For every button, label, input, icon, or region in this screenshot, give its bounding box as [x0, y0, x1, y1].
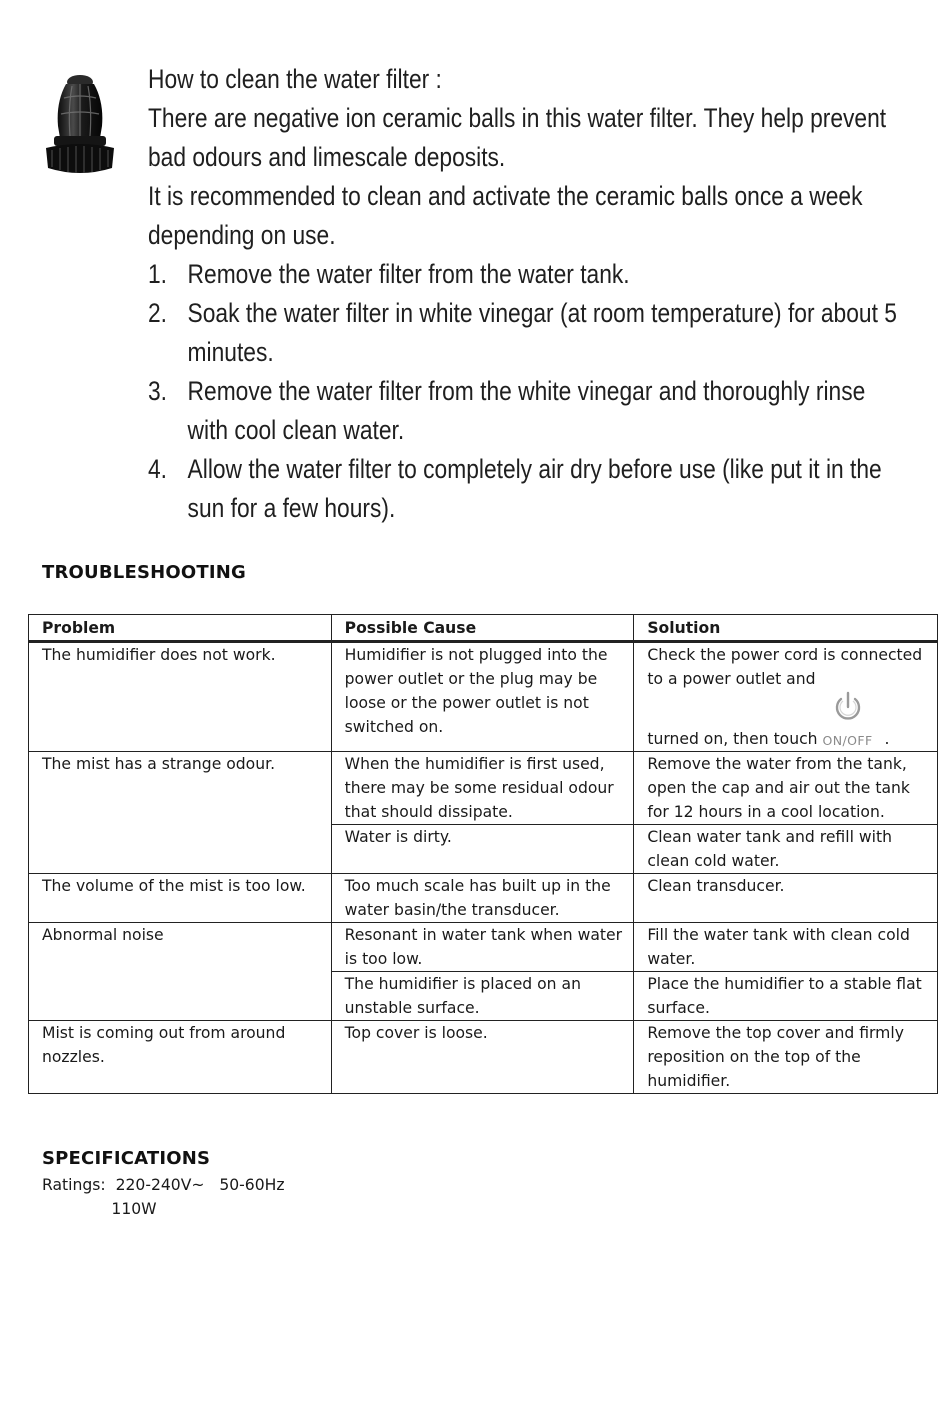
spec-power: 110W: [42, 1200, 157, 1218]
solution-cell: Clean transducer.: [634, 874, 938, 923]
solution-cell: Clean water tank and refill with clean cold water.: [634, 825, 938, 874]
step-number: 4.: [148, 454, 168, 484]
column-header-cause: Possible Cause: [331, 615, 634, 642]
cleaning-intro-2: It is recommended to clean and activate the ceramic balls once a week depending on use.: [148, 181, 863, 250]
step-number: 3.: [148, 376, 168, 406]
cause-cell: Humidifier is not plugged into the power outlet or the plug may be loose or the power outlet is not switched on.: [331, 642, 634, 752]
table-row: [29, 874, 938, 923]
cause-cell: The humidifier is placed on an unstable surface.: [331, 972, 634, 1021]
column-header-problem: Problem: [29, 615, 332, 642]
solution-cell: Fill the water tank with clean cold water.: [634, 923, 938, 972]
table-row: [29, 1021, 938, 1094]
problem-cell: The mist has a strange odour.: [29, 752, 332, 874]
troubleshooting-table: [28, 614, 938, 1094]
step-number: 1.: [148, 259, 168, 289]
cause-cell: Resonant in water tank when water is too low.: [331, 923, 634, 972]
cleaning-title: How to clean the water filter :: [148, 64, 442, 94]
problem-cell: Mist is coming out from around nozzles.: [29, 1021, 332, 1094]
table-row: [29, 923, 938, 972]
problem-cell: The humidifier does not work.: [29, 642, 332, 752]
onoff-label: ON/OFF: [822, 733, 873, 748]
cause-cell: Too much scale has built up in the water basin/the transducer.: [331, 874, 634, 923]
cleaning-step: [148, 294, 908, 372]
cleaning-step: [148, 450, 908, 528]
problem-cell: Abnormal noise: [29, 923, 332, 1021]
cause-cell: When the humidifier is first used, there may be some residual odour that should dissipate.: [331, 752, 634, 825]
solution-text: turned on, then touch: [647, 730, 818, 748]
step-text: Remove the water filter from the water tank.: [187, 259, 630, 289]
solution-cell: [634, 642, 938, 752]
column-header-solution: Solution: [634, 615, 938, 642]
spec-ratings: Ratings: 220-240V~ 50-60Hz: [42, 1176, 285, 1194]
power-button: [823, 727, 885, 751]
cleaning-step: [148, 372, 908, 450]
water-filter-image: [42, 72, 118, 180]
solution-cell: Remove the top cover and firmly reposition on the top of the humidifier.: [634, 1021, 938, 1094]
step-text: Soak the water filter in white vinegar (at room temperature) for about 5 minutes.: [187, 298, 897, 367]
solution-text-line: [647, 727, 931, 751]
solution-cell: Place the humidifier to a stable flat surface.: [634, 972, 938, 1021]
cleaning-steps: [148, 255, 908, 528]
solution-period: .: [884, 730, 890, 748]
step-number: 2.: [148, 298, 168, 328]
cleaning-step: [148, 255, 908, 294]
step-text: Remove the water filter from the white vinegar and thoroughly rinse with cool clean water.: [187, 376, 866, 445]
specifications-block: [42, 1173, 285, 1221]
problem-cell: The volume of the mist is too low.: [29, 874, 332, 923]
cause-cell: Water is dirty.: [331, 825, 634, 874]
cause-cell: Top cover is loose.: [331, 1021, 634, 1094]
cleaning-instructions: [148, 60, 908, 528]
solution-text: Check the power cord is connected to a power outlet and: [647, 646, 923, 688]
table-row: [29, 642, 938, 752]
power-icon: [833, 691, 863, 727]
step-text: Allow the water filter to completely air dry before use (like put it in the sun for a few hours).: [187, 454, 882, 523]
table-row: [29, 752, 938, 825]
solution-cell: Remove the water from the tank, open the cap and air out the tank for 12 hours in a cool location.: [634, 752, 938, 825]
table-header-row: [29, 615, 938, 642]
specifications-heading: SPECIFICATIONS: [42, 1148, 211, 1169]
cleaning-intro-1: There are negative ion ceramic balls in this water filter. They help prevent bad odours and limescale deposits.: [148, 103, 887, 172]
troubleshooting-heading: TROUBLESHOOTING: [42, 562, 246, 583]
